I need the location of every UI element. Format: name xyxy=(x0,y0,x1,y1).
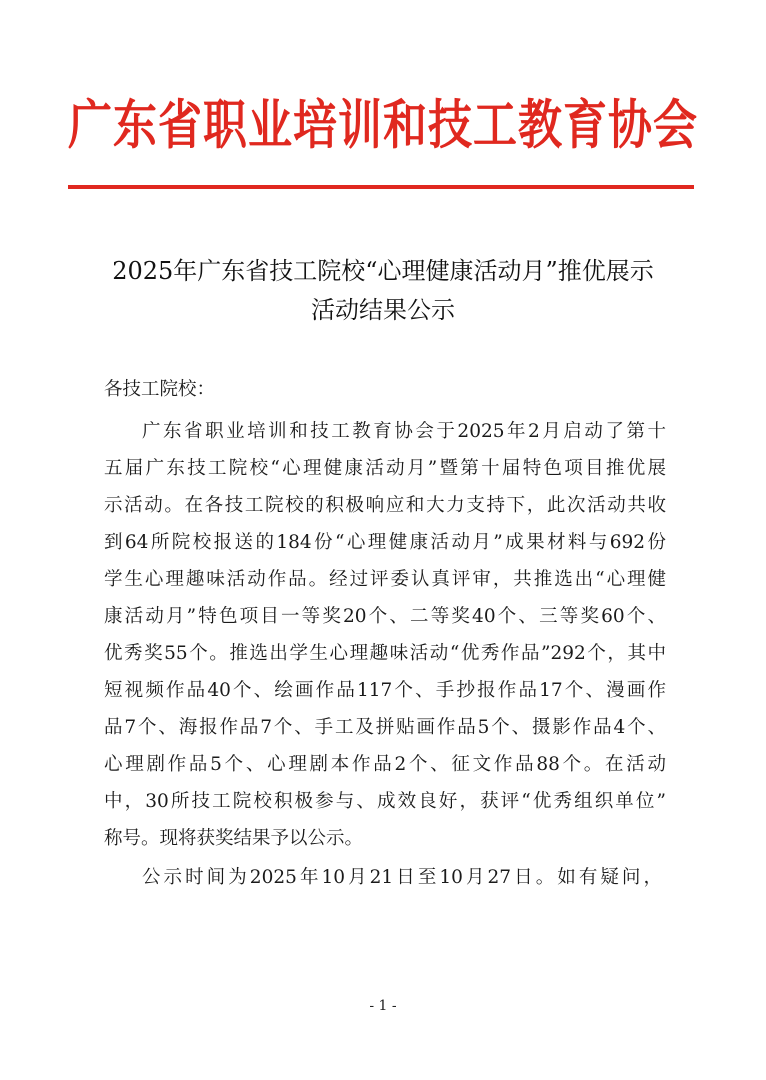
paragraph-line: 公示时间为2025年10月21日至10月27日。如有疑问， xyxy=(142,867,662,888)
paragraph-line: 称号。现将获奖结果予以公示。 xyxy=(104,828,364,849)
document-title-line-2: 活动结果公示 xyxy=(311,296,455,324)
paragraph-line: 五届广东技工院校“心理健康活动月”暨第十届特色项目推优展 xyxy=(104,458,666,479)
paragraph-line: 广东省职业培训和技工教育协会于2025年2月启动了第十 xyxy=(142,421,666,442)
paragraph-line: 短视频作品40个、绘画作品117个、手抄报作品17个、漫画作 xyxy=(104,680,666,701)
salutation: 各技工院校： xyxy=(104,379,216,400)
document-title-line-1: 2025年广东省技工院校“心理健康活动月”推优展示 xyxy=(112,257,654,285)
paragraph-line: 示活动。在各技工院校的积极响应和大力支持下，此次活动共收 xyxy=(104,495,666,516)
page-number: - 1 - xyxy=(369,998,397,1014)
letterhead-title: 广东省职业培训和技工教育协会 xyxy=(68,95,698,157)
letterhead-red-rule xyxy=(68,185,694,189)
paragraph-line: 到64所院校报送的184份“心理健康活动月”成果材料与692份 xyxy=(104,532,666,553)
paragraph-line: 品7个、海报作品7个、手工及拼贴画作品5个、摄影作品4个、 xyxy=(104,717,666,738)
paragraph-line: 心理剧作品5个、心理剧本作品2个、征文作品88个。在活动 xyxy=(104,754,666,775)
paragraph-line: 学生心理趣味活动作品。经过评委认真评审，共推选出“心理健 xyxy=(104,569,666,590)
paragraph-line: 康活动月”特色项目一等奖20个、二等奖40个、三等奖60个、 xyxy=(104,606,666,627)
paragraph-line: 中，30所技工院校积极参与、成效良好，获评“优秀组织单位” xyxy=(104,791,666,812)
paragraph-line: 优秀奖55个。推选出学生心理趣味活动“优秀作品”292个，其中 xyxy=(104,643,666,664)
document-title xyxy=(60,252,706,330)
